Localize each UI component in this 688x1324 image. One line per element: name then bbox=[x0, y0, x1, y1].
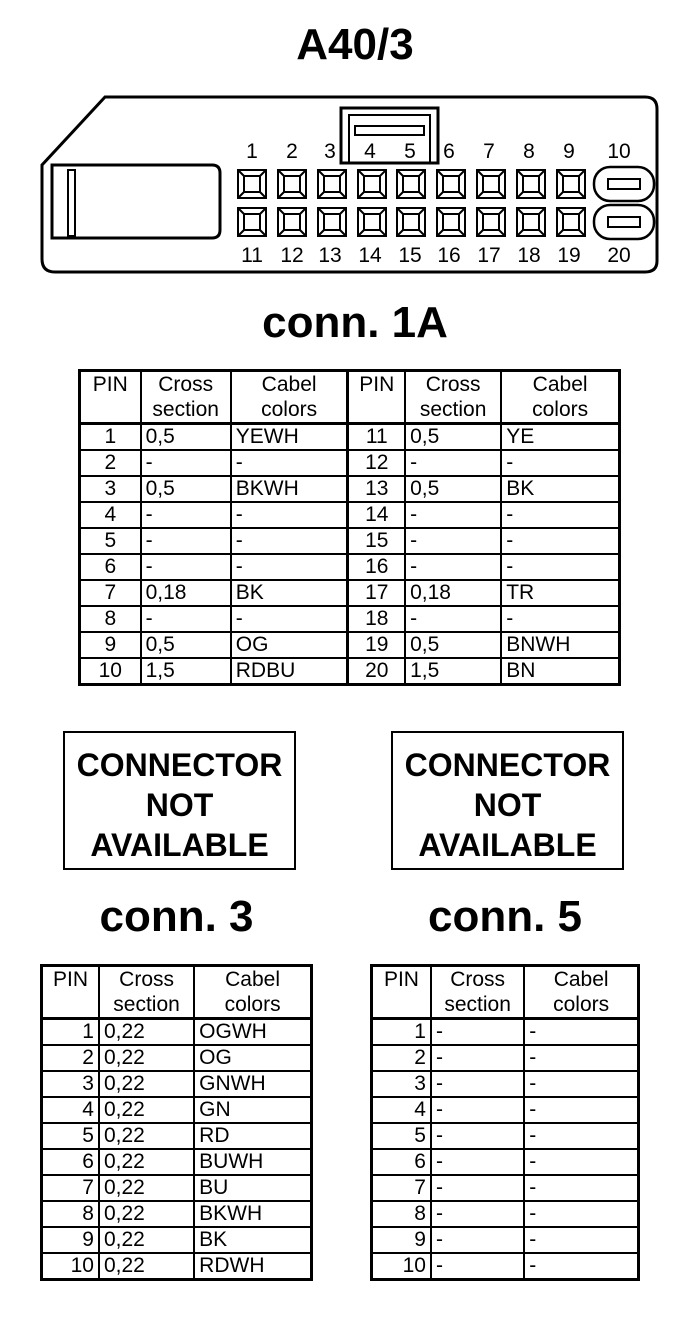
cable-color-cell: OGWH bbox=[194, 1019, 311, 1046]
table-row bbox=[372, 1253, 639, 1280]
cable-color-cell: BN bbox=[501, 658, 619, 685]
cross-section-cell: 0,5 bbox=[405, 632, 501, 658]
cross-section-cell: 0,22 bbox=[99, 1253, 194, 1280]
cable-color-cell: - bbox=[231, 502, 348, 528]
pin-number-label: 3 bbox=[324, 140, 336, 163]
pin-cell bbox=[358, 208, 386, 236]
cross-section-cell: - bbox=[431, 1253, 524, 1280]
pin-number-cell: 4 bbox=[80, 502, 141, 528]
cable-color-cell: BUWH bbox=[194, 1149, 311, 1175]
pin-cells bbox=[238, 167, 654, 239]
connector-key-bar bbox=[355, 126, 424, 135]
cross-section-cell: 1,5 bbox=[141, 658, 231, 685]
cross-section-cell: - bbox=[141, 606, 231, 632]
cable-color-cell: BKWH bbox=[231, 476, 348, 502]
cross-section-cell: - bbox=[431, 1227, 524, 1253]
cable-color-cell: - bbox=[231, 554, 348, 580]
pin-number-cell: 1 bbox=[42, 1019, 99, 1046]
cross-section-cell: - bbox=[431, 1045, 524, 1071]
conn3-title: conn. 3 bbox=[99, 892, 254, 941]
table-row bbox=[42, 1045, 312, 1071]
latch-outline bbox=[52, 165, 220, 238]
not-available-line: AVAILABLE bbox=[418, 827, 597, 863]
cross-section-cell: - bbox=[405, 528, 501, 554]
cable-color-cell: YE bbox=[501, 424, 619, 451]
power-pin-cell bbox=[594, 205, 654, 239]
table-row bbox=[372, 1227, 639, 1253]
conn1a-table bbox=[78, 369, 621, 686]
pin-number-label: 9 bbox=[563, 140, 575, 163]
pin-number-cell: 11 bbox=[348, 424, 405, 451]
pin-number-cell: 14 bbox=[348, 502, 405, 528]
cable-color-cell: GNWH bbox=[194, 1071, 311, 1097]
header-cable-colors: Cabel colors bbox=[524, 966, 638, 1019]
pin-number-label: 17 bbox=[477, 244, 501, 267]
pin-number-label: 12 bbox=[280, 244, 304, 267]
cable-color-cell: TR bbox=[501, 580, 619, 606]
connector-not-available-box bbox=[391, 731, 624, 870]
conn5-table bbox=[370, 964, 640, 1281]
cross-section-cell: - bbox=[405, 554, 501, 580]
cross-section-cell: 0,22 bbox=[99, 1019, 194, 1046]
table-row bbox=[372, 1045, 639, 1071]
conn3-table bbox=[40, 964, 313, 1281]
header-pin: PIN bbox=[348, 371, 405, 424]
connector-key-inner bbox=[349, 115, 430, 163]
pin-number-label: 19 bbox=[557, 244, 581, 267]
pin-number-label: 7 bbox=[483, 140, 495, 163]
table-row bbox=[42, 1123, 312, 1149]
cable-color-cell: GN bbox=[194, 1097, 311, 1123]
cable-color-cell: - bbox=[524, 1045, 638, 1071]
table-row bbox=[80, 554, 620, 580]
pin-number-label: 6 bbox=[443, 140, 455, 163]
table-row bbox=[42, 1019, 312, 1046]
cable-color-cell: - bbox=[501, 502, 619, 528]
cross-section-cell: 0,22 bbox=[99, 1045, 194, 1071]
cross-section-cell: 0,22 bbox=[99, 1175, 194, 1201]
pin-cell bbox=[477, 170, 505, 198]
table-header-row bbox=[80, 371, 620, 424]
cable-color-cell: - bbox=[524, 1019, 638, 1046]
table-row bbox=[372, 1019, 639, 1046]
pin-number-cell: 6 bbox=[80, 554, 141, 580]
pin-number-cell: 5 bbox=[80, 528, 141, 554]
pin-number-cell: 5 bbox=[372, 1123, 431, 1149]
cable-color-cell: - bbox=[524, 1123, 638, 1149]
cross-section-cell: 0,5 bbox=[405, 476, 501, 502]
cross-section-cell: - bbox=[431, 1175, 524, 1201]
pin-number-cell: 10 bbox=[372, 1253, 431, 1280]
table-row bbox=[80, 658, 620, 685]
table-row bbox=[42, 1253, 312, 1280]
pin-labels bbox=[241, 140, 631, 267]
pin-number-cell: 2 bbox=[42, 1045, 99, 1071]
table-row bbox=[372, 1201, 639, 1227]
cross-section-cell: - bbox=[431, 1097, 524, 1123]
not-available-line: NOT bbox=[473, 787, 542, 823]
table-row bbox=[42, 1071, 312, 1097]
cable-color-cell: - bbox=[524, 1097, 638, 1123]
pin-number-cell: 5 bbox=[42, 1123, 99, 1149]
pin-number-cell: 1 bbox=[80, 424, 141, 451]
cross-section-cell: 0,22 bbox=[99, 1149, 194, 1175]
cross-section-cell: 0,5 bbox=[141, 476, 231, 502]
header-cable-colors: Cabel colors bbox=[501, 371, 619, 424]
table-row bbox=[42, 1149, 312, 1175]
cross-section-cell: 0,22 bbox=[99, 1123, 194, 1149]
pin-number-cell: 3 bbox=[372, 1071, 431, 1097]
cable-color-cell: YEWH bbox=[231, 424, 348, 451]
cross-section-cell: 0,5 bbox=[141, 632, 231, 658]
pin-number-cell: 9 bbox=[80, 632, 141, 658]
pin-number-cell: 7 bbox=[372, 1175, 431, 1201]
pin-number-cell: 8 bbox=[80, 606, 141, 632]
table-header-row bbox=[372, 966, 639, 1019]
pin-number-label: 11 bbox=[241, 244, 263, 267]
header-pin: PIN bbox=[372, 966, 431, 1019]
not-available-line: NOT bbox=[145, 787, 214, 823]
pin-cell bbox=[437, 208, 465, 236]
pin-number-label: 8 bbox=[523, 140, 535, 163]
cross-section-cell: 0,5 bbox=[141, 424, 231, 451]
pin-number-cell: 12 bbox=[348, 450, 405, 476]
cross-section-cell: 0,22 bbox=[99, 1227, 194, 1253]
cross-section-cell: - bbox=[405, 450, 501, 476]
header-pin: PIN bbox=[80, 371, 141, 424]
cross-section-cell: - bbox=[405, 606, 501, 632]
cross-section-cell: - bbox=[431, 1019, 524, 1046]
pin-cell bbox=[477, 208, 505, 236]
not-available-line: CONNECTOR bbox=[76, 747, 283, 783]
pin-number-cell: 4 bbox=[372, 1097, 431, 1123]
cable-color-cell: - bbox=[524, 1201, 638, 1227]
cable-color-cell: - bbox=[524, 1175, 638, 1201]
not-available-line: AVAILABLE bbox=[90, 827, 269, 863]
table-row bbox=[80, 450, 620, 476]
pin-number-cell: 6 bbox=[372, 1149, 431, 1175]
table-header-row bbox=[42, 966, 312, 1019]
cable-color-cell: - bbox=[231, 606, 348, 632]
table-row bbox=[372, 1149, 639, 1175]
cable-color-cell: - bbox=[524, 1071, 638, 1097]
cable-color-cell: BK bbox=[194, 1227, 311, 1253]
pin-number-cell: 19 bbox=[348, 632, 405, 658]
pin-number-label: 1 bbox=[246, 140, 258, 163]
cable-color-cell: OG bbox=[231, 632, 348, 658]
table-row bbox=[372, 1123, 639, 1149]
pin-cell bbox=[437, 170, 465, 198]
pin-number-cell: 9 bbox=[372, 1227, 431, 1253]
pin-cell bbox=[238, 208, 266, 236]
cable-color-cell: - bbox=[524, 1149, 638, 1175]
cable-color-cell: - bbox=[501, 528, 619, 554]
cable-color-cell: - bbox=[231, 450, 348, 476]
pin-cell bbox=[517, 208, 545, 236]
cable-color-cell: - bbox=[231, 528, 348, 554]
table-row bbox=[80, 632, 620, 658]
table-row bbox=[42, 1097, 312, 1123]
pin-number-label: 10 bbox=[607, 140, 631, 163]
table-row bbox=[80, 606, 620, 632]
table-row bbox=[80, 528, 620, 554]
header-cross-section: Cross section bbox=[141, 371, 231, 424]
pin-number-label: 20 bbox=[607, 244, 631, 267]
table-row bbox=[372, 1071, 639, 1097]
pin-cell bbox=[318, 170, 346, 198]
cable-color-cell: BNWH bbox=[501, 632, 619, 658]
pin-number-cell: 4 bbox=[42, 1097, 99, 1123]
pin-number-cell: 8 bbox=[42, 1201, 99, 1227]
table-row bbox=[42, 1175, 312, 1201]
header-cable-colors: Cabel colors bbox=[194, 966, 311, 1019]
cross-section-cell: 1,5 bbox=[405, 658, 501, 685]
cross-section-cell: - bbox=[141, 450, 231, 476]
pin-cell bbox=[557, 208, 585, 236]
cable-color-cell: RDWH bbox=[194, 1253, 311, 1280]
cable-color-cell: BK bbox=[231, 580, 348, 606]
header-cross-section: Cross section bbox=[99, 966, 194, 1019]
cross-section-cell: 0,22 bbox=[99, 1201, 194, 1227]
connector-not-available-box bbox=[63, 731, 296, 870]
cable-color-cell: OG bbox=[194, 1045, 311, 1071]
pin-number-label: 15 bbox=[398, 244, 422, 267]
pin-number-cell: 10 bbox=[80, 658, 141, 685]
pin-number-cell: 9 bbox=[42, 1227, 99, 1253]
pin-cell bbox=[517, 170, 545, 198]
cross-section-cell: - bbox=[431, 1201, 524, 1227]
table-row bbox=[372, 1097, 639, 1123]
pin-number-cell: 10 bbox=[42, 1253, 99, 1280]
pin-cell bbox=[278, 170, 306, 198]
pin-cell bbox=[238, 170, 266, 198]
cable-color-cell: BKWH bbox=[194, 1201, 311, 1227]
table-row bbox=[80, 502, 620, 528]
cross-section-cell: - bbox=[405, 502, 501, 528]
cable-color-cell: - bbox=[501, 554, 619, 580]
cable-color-cell: RD bbox=[194, 1123, 311, 1149]
header-cross-section: Cross section bbox=[431, 966, 524, 1019]
pin-number-cell: 16 bbox=[348, 554, 405, 580]
connector-diagram bbox=[0, 90, 688, 280]
not-available-line: CONNECTOR bbox=[404, 747, 611, 783]
pin-number-label: 14 bbox=[358, 244, 382, 267]
table-row bbox=[42, 1227, 312, 1253]
cable-color-cell: BK bbox=[501, 476, 619, 502]
cross-section-cell: - bbox=[141, 502, 231, 528]
pin-number-cell: 20 bbox=[348, 658, 405, 685]
page-title: A40/3 bbox=[296, 20, 414, 69]
pin-number-cell: 2 bbox=[80, 450, 141, 476]
table-row bbox=[372, 1175, 639, 1201]
header-cable-colors: Cabel colors bbox=[231, 371, 348, 424]
table-row bbox=[42, 1201, 312, 1227]
header-pin: PIN bbox=[42, 966, 99, 1019]
cross-section-cell: - bbox=[141, 554, 231, 580]
cross-section-cell: 0,22 bbox=[99, 1071, 194, 1097]
pin-number-label: 2 bbox=[286, 140, 298, 163]
table-row bbox=[80, 476, 620, 502]
table-row bbox=[80, 580, 620, 606]
pin-cell bbox=[278, 208, 306, 236]
pin-number-cell: 17 bbox=[348, 580, 405, 606]
cross-section-cell: - bbox=[431, 1149, 524, 1175]
pin-number-cell: 2 bbox=[372, 1045, 431, 1071]
header-cross-section: Cross section bbox=[405, 371, 501, 424]
cable-color-cell: - bbox=[524, 1227, 638, 1253]
conn1a-title: conn. 1A bbox=[262, 298, 448, 347]
pin-number-cell: 15 bbox=[348, 528, 405, 554]
pin-cell bbox=[397, 170, 425, 198]
cable-color-cell: - bbox=[524, 1253, 638, 1280]
table-row bbox=[80, 424, 620, 451]
pin-cell bbox=[358, 170, 386, 198]
cross-section-cell: 0,22 bbox=[99, 1097, 194, 1123]
pin-number-label: 18 bbox=[517, 244, 541, 267]
power-pin-cell bbox=[594, 167, 654, 201]
cross-section-cell: - bbox=[431, 1123, 524, 1149]
cable-color-cell: - bbox=[501, 606, 619, 632]
pin-number-label: 13 bbox=[318, 244, 342, 267]
pin-number-cell: 13 bbox=[348, 476, 405, 502]
pin-cell bbox=[557, 170, 585, 198]
cable-color-cell: BU bbox=[194, 1175, 311, 1201]
pin-number-cell: 6 bbox=[42, 1149, 99, 1175]
pin-number-label: 16 bbox=[437, 244, 461, 267]
cross-section-cell: 0,18 bbox=[141, 580, 231, 606]
pin-number-cell: 8 bbox=[372, 1201, 431, 1227]
cross-section-cell: 0,5 bbox=[405, 424, 501, 451]
pin-number-cell: 1 bbox=[372, 1019, 431, 1046]
pin-number-cell: 7 bbox=[42, 1175, 99, 1201]
pin-number-label: 5 bbox=[404, 140, 416, 163]
pin-number-cell: 18 bbox=[348, 606, 405, 632]
cable-color-cell: RDBU bbox=[231, 658, 348, 685]
pin-number-cell: 3 bbox=[42, 1071, 99, 1097]
cross-section-cell: - bbox=[141, 528, 231, 554]
conn5-title: conn. 5 bbox=[427, 892, 583, 941]
pin-number-cell: 7 bbox=[80, 580, 141, 606]
pin-cell bbox=[318, 208, 346, 236]
cross-section-cell: 0,18 bbox=[405, 580, 501, 606]
latch-slot bbox=[68, 170, 75, 236]
cross-section-cell: - bbox=[431, 1071, 524, 1097]
cable-color-cell: - bbox=[501, 450, 619, 476]
pin-cell bbox=[397, 208, 425, 236]
pin-number-cell: 3 bbox=[80, 476, 141, 502]
pin-number-label: 4 bbox=[364, 140, 376, 163]
